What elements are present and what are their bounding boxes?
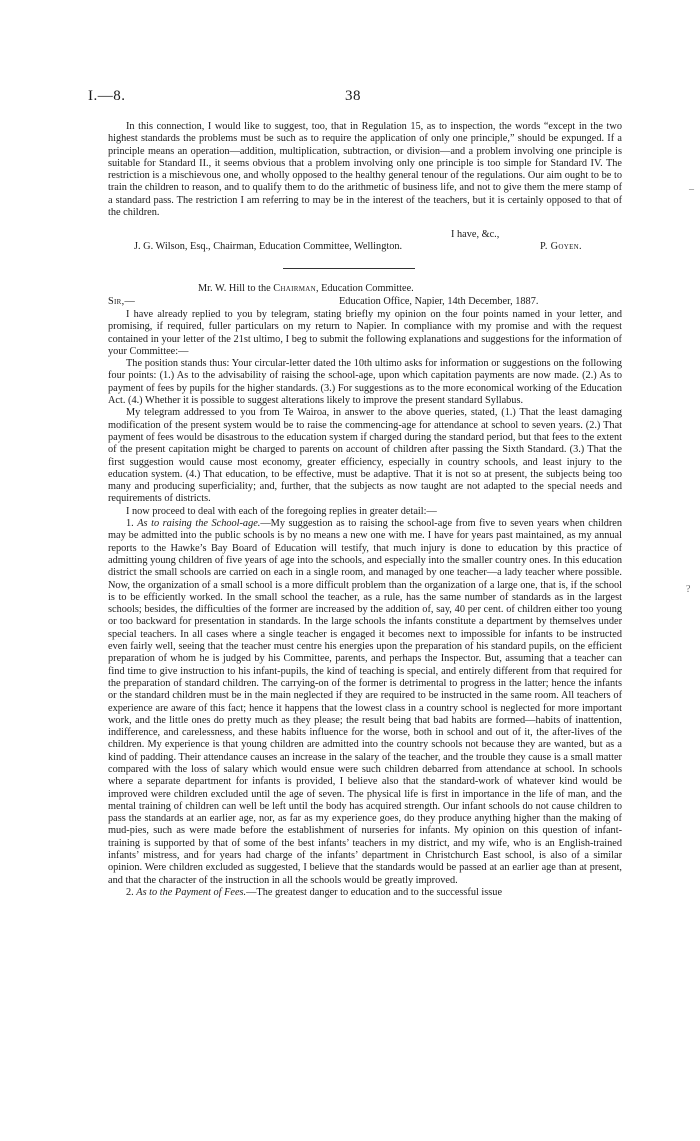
- signature-goyen: P. Goyen.: [540, 241, 582, 252]
- letter-body: [108, 309, 622, 899]
- letter-title-sender: Mr. W. Hill: [198, 283, 245, 294]
- section-divider: [283, 268, 415, 269]
- section-school-age-heading: As to raising the School-age.: [137, 518, 261, 530]
- section-payment-fees: 2. As to the Payment of Fees.—The greatest danger to education and to the successful issue: [126, 886, 503, 898]
- salutation: Sir,—: [108, 296, 136, 307]
- section-school-age: 1. As to raising the School-age.—My suggestion as to raising the school-age from five to seven years when children may be admitted into the public schools is by no means a new one with me. I have for years past maintained, as my annual reports to the Hawke’s Bay Board of Education will testify, that much injury is done to education by this practice of admitting young children of five years of age into the schools, and especially into the smaller country ones. In this education district the small schools are carried on each in a single room, and managed by one teacher—a lady teacher where possible. Now, the organization of a small school is a more difficult problem than the organization of a large one, that is, if the school is to be efficiently worked. In the small school the teacher, as a rule, has the same number of standards as in the largest schools; besides, the difficulties of the former are increased by the addition of, say, 40 per cent. of children either too young or too backward for presentation in standards. In the large schools the infants constitute a department by themselves under special teachers. In all cases where a single teacher is engaged it becomes next to impossible for infants to be instructed even fairly well, seeing that the teacher must centre his energies upon the preparation of his standard pupils, on the efficient preparation of whom he is judged by his Committee, parents, and perhaps the Inspector. But, assuming that a teacher can find time to give instruction to his infant-pupils, the kind of teaching is special, and entirely different from that required for the preparation of standard children. The carrying-on of the former is detrimental to progress in the latter; hence the infants or the standard children must be in the main neglected if they are required to be instructed in the same room. All teachers of experience are aware of this fact; hence it happens that the lowest class in a country school is neglected for more important work, and the little ones do pretty much as they please; the result being that bad habits are formed—habits of inattention, indifference, and carelessness, and these habits influence for the worse, both in school and out of it, the after-lives of the children. My experience is that young children are admitted into the country schools not because they are wanted, but as a kind of padding. Their attendance causes an increase in the salary of the teacher, and the trouble they cause is a small matter compared with the loss of salary which would ensue were such children debarred from attendance at school. In schools where a separate department for infants is provided, I believe also that the standard-work of whatever kind would be improved were children excluded until the age of seven. The physical life is first in importance in the life of man, and the mental training of children can well be left until the body has acquired strength. Our infant schools do not cause children to pass the standards at an earlier age, nor, as far as my experience goes, do they produce anything higher than the making of mud-pies, such as were made before the establishment of nurseries for infants. My opinion on this question of infant-training is supported by that of some of the best infants’ teachers in my district, and my wife, who is an English-trained infants’ mistress, and for years had charge of the infants’ department in Christchurch East school, is also of a similar opinion. Were children excluded as suggested, I believe that the standards would be passed at an earlier age than at present, and that the character of the instruction in all the schools would be greatly improved.: [108, 518, 623, 886]
- addressee-line: J. G. Wilson, Esq., Chairman, Education Committee, Wellington.: [134, 241, 403, 252]
- page-reference: I.—8.: [88, 88, 126, 104]
- place-date-line: Education Office, Napier, 14th December, 1887.: [339, 296, 539, 307]
- letter-paragraph-3: My telegram addressed to you from Te Wairoa, in answer to the above queries, stated, (1.) That the least damaging modification of the present system would be to raise the commencing-age for attendance at school to seven years. (2.) That payment of fees would be disastrous to the education system if charged during the standard period, but that fees to the extent of the present capitation might be charged to parents on account of children after passing the Sixth Standard. (3.) That the first suggestion would cause most economy, greater efficiency, especially in country schools, and least injury to the education system. (4.) That education, to be effective, must be adaptive. That it is not so at present, the subjects being too many and producing superficiality; and, further, that the subjects as now taught are not adapted to the special needs and requirements of districts.: [108, 407, 622, 505]
- letter-paragraph-4: I now proceed to deal with each of the foregoing replies in greater detail:—: [126, 505, 437, 517]
- letter-title-recipient: Chairman: [273, 283, 316, 294]
- section-school-age-text: —My suggestion as to raising the school-age from five to seven years when children may be admitted into the public schools is by no means a new one with me. I have for years past maintained, as my annual reports to the Hawke’s Bay Board of Education will testify, that much injury is done to education by this practice of admitting young children of five years of age into the schools, and especially into the smaller country ones. In this education district the small schools are carried on each in a single room, and managed by one teacher—a lady teacher where possible. Now, the organization of a small school is a more difficult problem than the organization of a large one, that is, if the school is to be efficiently worked. In the small school the teacher, as a rule, has the same number of standards as in the largest schools; besides, the difficulties of the former are increased by the addition of, say, 40 per cent. of children either too young or too backward for presentation in standards. In the large schools the infants constitute a department by themselves under special teachers. In all cases where a single teacher is engaged it becomes next to impossible for infants to be instructed even fairly well, seeing that the teacher must centre his energies upon the preparation of his standard pupils, on the efficient preparation of whom he is judged by his Committee, parents, and perhaps the Inspector. But, assuming that a teacher can find time to give instruction to his infant-pupils, the kind of teaching is special, and entirely different from that required for the preparation of standard children. The carrying-on of the former is detrimental to progress in the latter; hence the infants or the standard children must be in the main neglected if they are required to be instructed in the same room. All teachers of experience are aware of this fact; hence it happens that the lowest class in a country school is neglected for more important work, and the little ones do pretty much as they please; the result being that bad habits are formed—habits of inattention, indifference, and carelessness, and these habits influence for the worse, both in school and out of it, the after-lives of the children. My experience is that young children are admitted into the country schools not because they are wanted, but as a kind of padding. Their attendance causes an increase in the salary of the teacher, and the trouble they cause is a small matter compared with the loss of salary which would ensue were such children debarred from attendance at school. In schools where a separate department for infants is provided, I believe also that the standard-work of whatever kind would be improved were children excluded until the age of seven. The physical life is first in importance in the life of man, and the mental training of children can well be left until the body has acquired strength. Our infant schools do not cause children to pass the standards at an earlier age, nor, as far as my experience goes, do they produce anything higher than the making of mud-pies, such as were made before the establishment of nurseries for infants. My opinion on this question of infant-training is supported by that of some of the best infants’ teachers in my district, and my wife, who is an English-trained infants’ mistress, and for years had charge of the infants’ department in Christchurch East school, is also of a similar opinion. Were children excluded as suggested, I believe that the standards would be passed at an earlier age than at present, and that the character of the instruction in all the schools would be greatly improved.: [108, 518, 623, 886]
- margin-hook-mark: ?: [686, 584, 691, 595]
- section-payment-fees-text: —The greatest danger to education and to the successful issue: [246, 886, 503, 898]
- margin-dash-mark: –: [689, 184, 694, 195]
- letter-paragraph-2: The position stands thus: Your circular-letter dated the 10th ultimo asks for information or suggestions on the following four points: (1.) As to the advisability of raising the school-age, upon which capitation payments are now made. (2.) As to payment of fees by pupils for the higher standards. (3.) For suggestions as to the more economical working of the Education Act. (4.) Whether it is possible to suggest alterations likely to improve the present standard Syllabus.: [108, 358, 622, 407]
- page-number: 38: [345, 88, 361, 104]
- section-payment-fees-heading: As to the Payment of Fees.: [136, 886, 247, 898]
- regulation-paragraph: In this connection, I would like to suggest, too, that in Regulation 15, as to inspection, the words “except in the two highest standards the problems must be such as to require the application of only one principle,” should be expunged. If a principle means an operation—addition, multiplication, subtraction, or division—and a problem involving one principle is suitable for Standard II., it seems obvious that a problem involving only one principle is too simple for Standard IV. The restriction is a mischievous one, and wholly opposed to the healthy general tenour of the regulations. Our aim ought to be to train the children to reason, and to qualify them to do the arithmetic of business life, and not to give them the mere stamp of a standard pass. The restriction I am referring to may be in the interest of the teachers, but it is certainly opposed to that of the children.: [108, 121, 622, 219]
- closing-line: I have, &c.,: [451, 229, 500, 240]
- letter-title: Mr. W. Hill to the Chairman, Education Committee.: [198, 283, 414, 294]
- regulation-paragraph-block: [108, 121, 622, 219]
- letter-paragraph-1: I have already replied to you by telegram, stating briefly my opinion on the four points named in your letter, and promising, if required, fuller particulars on my return to Napier. In compliance with my promise and with the request contained in your letter of the 21st ultimo, I beg to submit the following explanations and suggestions for the information of your Committee:—: [108, 309, 622, 357]
